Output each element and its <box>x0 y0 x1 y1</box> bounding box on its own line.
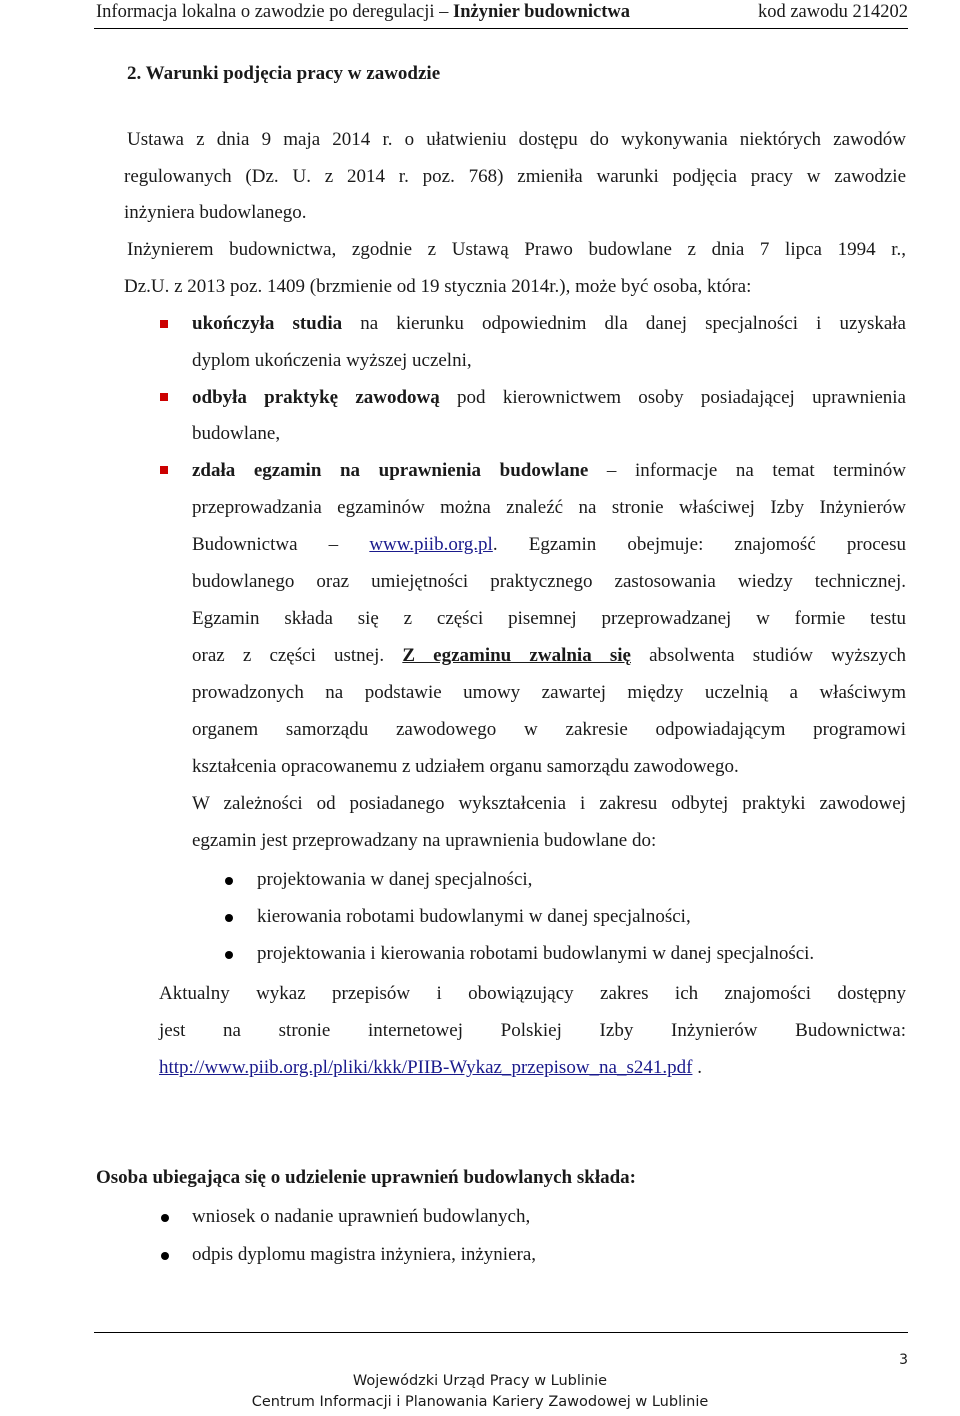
square-bullet-icon <box>160 320 168 328</box>
scope-item-3: projektowania i kierowania robotami budowlanymi w danej specjalności. <box>257 943 815 964</box>
round-bullet-icon <box>161 1252 169 1260</box>
requirement-1-line-2: dyplom ukończenia wyższej uczelni, <box>192 350 472 371</box>
requirement-3-line-7: prowadzonych na podstawie umowy zawartej między uczelnią a właściwym <box>192 682 906 703</box>
square-bullet-icon <box>160 466 168 474</box>
requirement-3-line-9: kształcenia opracowanemu z udziałem organu samorządu zawodowego. <box>192 756 739 777</box>
round-bullet-icon <box>225 914 233 922</box>
definition-line-2: Dz.U. z 2013 poz. 1409 (brzmienie od 19 stycznia 2014r.), może być osoba, która: <box>124 276 752 297</box>
requirement-3-line-5: Egzamin składa się z części pisemnej przeprowadzanej w formie testu <box>192 608 906 629</box>
requirement-3-line-4: budowlanego oraz umiejętności praktycznego zastosowania wiedzy technicznej. <box>192 571 906 592</box>
scope-item-1: projektowania w danej specjalności, <box>257 869 533 890</box>
footer-rule <box>94 1332 908 1333</box>
requirement-2-line-2: budowlane, <box>192 423 281 444</box>
square-bullet-icon <box>160 393 168 401</box>
header-rule <box>94 28 908 29</box>
section-title: 2. Warunki podjęcia pracy w zawodzie <box>127 63 441 84</box>
intro-line-1: Ustawa z dnia 9 maja 2014 r. o ułatwieniu dostępu do wykonywania niektórych zawodów <box>127 129 906 150</box>
regulations-line-3: http://www.piib.org.pl/pliki/kkk/PIIB-Wykaz_przepisow_na_s241.pdf . <box>159 1057 702 1078</box>
regulations-line-1: Aktualny wykaz przepisów i obowiązujący zakres ich znajomości dostępny <box>159 983 906 1004</box>
requirement-3-line-2: przeprowadzania egzaminów można znaleźć na stronie właściwej Izby Inżynierów <box>192 497 906 518</box>
round-bullet-icon <box>225 877 233 885</box>
documents-title: Osoba ubiegająca się o udzielenie uprawnień budowlanych składa: <box>96 1167 637 1188</box>
intro-line-2: regulowanych (Dz. U. z 2014 r. poz. 768) zmieniła warunki podjęcia pracy w zawodzie <box>124 166 906 187</box>
scope-item-2: kierowania robotami budowlanymi w danej specjalności, <box>257 906 691 927</box>
documents-item-2: odpis dyplomu magistra inżyniera, inżyniera, <box>192 1244 537 1265</box>
page-number: 3 <box>899 1352 908 1368</box>
page-header <box>0 0 960 30</box>
requirement-3-line-11: egzamin jest przeprowadzany na uprawnienia budowlane do: <box>192 830 657 851</box>
header-code: kod zawodu 214202 <box>757 2 908 22</box>
documents-item-1: wniosek o nadanie uprawnień budowlanych, <box>192 1206 531 1227</box>
requirement-3-line-1: zdała egzamin na uprawnienia budowlane – informacje na temat terminów <box>192 460 907 481</box>
requirement-3-line-10: W zależności od posiadanego wykształcenia i zakresu odbytej praktyki zawodowej <box>192 793 906 814</box>
regulations-line-2: jest na stronie internetowej Polskiej Izby Inżynierów Budownictwa: <box>159 1020 906 1041</box>
header-profession: Inżynier budownictwa <box>453 2 630 22</box>
definition-line-1: Inżynierem budownictwa, zgodnie z Ustawą Prawo budowlane z dnia 7 lipca 1994 r., <box>127 239 906 260</box>
intro-line-3: inżyniera budowlanego. <box>124 202 307 223</box>
requirement-2-line-1: odbyła praktykę zawodową pod kierownictwem osoby posiadającej uprawnienia <box>192 387 906 408</box>
requirement-3-line-6: oraz z części ustnej. Z egzaminu zwalnia się absolwenta studiów wyższych <box>192 645 907 666</box>
round-bullet-icon <box>225 951 233 959</box>
footer-line-2: Centrum Informacji i Planowania Kariery Zawodowej w Lublinie <box>251 1394 709 1410</box>
exemption-bold: Z egzaminu zwalnia się <box>402 645 631 666</box>
requirement-1-bold: ukończyła studia <box>192 313 343 334</box>
requirement-3-bold: zdała egzamin na uprawnienia budowlane <box>192 460 589 481</box>
round-bullet-icon <box>161 1214 169 1222</box>
requirement-1-line-1: ukończyła studia na kierunku odpowiednim dla danej specjalności i uzyskała <box>192 313 906 334</box>
regulations-pdf-link[interactable]: http://www.piib.org.pl/pliki/kkk/PIIB-Wykaz_przepisow_na_s241.pdf <box>159 1057 693 1078</box>
footer-line-1: Wojewódzki Urząd Pracy w Lublinie <box>352 1373 608 1389</box>
requirement-3-line-8: organem samorządu zawodowego w zakresie odpowiadającym programowi <box>192 719 906 740</box>
requirement-2-bold: odbyła praktykę zawodową <box>192 387 440 408</box>
requirement-3-line-3: Budownictwa – www.piib.org.pl. Egzamin obejmuje: znajomość procesu <box>192 534 906 555</box>
piib-website-link[interactable]: www.piib.org.pl <box>369 534 493 555</box>
header-title <box>96 2 630 23</box>
header-prefix: Informacja lokalna o zawodzie po deregulacji – <box>96 2 453 22</box>
